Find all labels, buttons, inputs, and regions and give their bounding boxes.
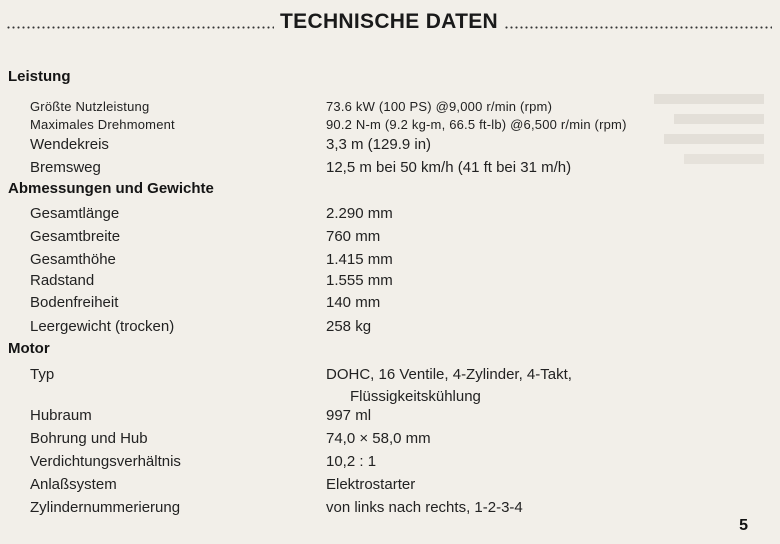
spec-label: Verdichtungsverhältnis xyxy=(30,452,181,470)
spec-value: 760 mm xyxy=(326,227,381,245)
section-heading-abmessungen: Abmessungen und Gewichte xyxy=(8,180,214,197)
spec-label: Anlaßsystem xyxy=(30,475,117,493)
spec-row xyxy=(30,474,770,494)
spec-value: 997 ml xyxy=(326,406,372,424)
spec-row xyxy=(30,157,770,177)
spec-value: 140 mm xyxy=(326,293,381,311)
spec-label: Größte Nutzleistung xyxy=(30,98,150,114)
spec-row xyxy=(30,405,770,425)
spec-label: Bremsweg xyxy=(30,158,101,176)
spec-row xyxy=(30,364,770,384)
spec-label: Typ xyxy=(30,365,55,383)
spec-label: Maximales Drehmoment xyxy=(30,116,175,132)
page-title: TECHNISCHE DATEN xyxy=(280,10,498,33)
spec-row xyxy=(30,203,770,223)
spec-label: Gesamthöhe xyxy=(30,250,116,268)
spec-value: DOHC, 16 Ventile, 4-Zylinder, 4-Takt, xyxy=(326,365,572,383)
title-dotted-rule-left xyxy=(6,26,274,29)
spec-value: 90.2 N-m (9.2 kg-m, 66.5 ft-lb) @6,500 r/min (rpm) xyxy=(326,116,627,132)
spec-value: 73.6 kW (100 PS) @9,000 r/min (rpm) xyxy=(326,98,553,114)
spec-value: 2.290 mm xyxy=(326,204,393,222)
spec-value: 1.555 mm xyxy=(326,271,393,289)
spec-label: Zylindernummerierung xyxy=(30,498,181,516)
spec-label: Bodenfreiheit xyxy=(30,293,119,311)
spec-label: Hubraum xyxy=(30,406,92,424)
spec-row xyxy=(30,451,770,471)
spec-row xyxy=(30,497,770,517)
spec-label: Wendekreis xyxy=(30,135,109,153)
title-row xyxy=(6,9,772,35)
spec-row xyxy=(30,249,770,269)
spec-row xyxy=(30,270,770,290)
spec-row-continuation xyxy=(30,386,770,406)
spec-value: 3,3 m (129.9 in) xyxy=(326,135,432,153)
spec-value: 1.415 mm xyxy=(326,250,393,268)
page-number: 5 xyxy=(739,517,748,534)
spec-row xyxy=(30,134,770,154)
spec-value: 258 kg xyxy=(326,317,372,335)
spec-label: Bohrung und Hub xyxy=(30,429,148,447)
spec-row xyxy=(30,428,770,448)
spec-row xyxy=(30,292,770,312)
spec-value: Elektrostarter xyxy=(326,475,416,493)
section-heading-leistung: Leistung xyxy=(8,68,71,85)
spec-row xyxy=(30,96,770,116)
spec-label: Leergewicht (trocken) xyxy=(30,317,175,335)
spec-row xyxy=(30,226,770,246)
spec-value: von links nach rechts, 1-2-3-4 xyxy=(326,498,523,516)
spec-label: Radstand xyxy=(30,271,95,289)
spec-row xyxy=(30,114,770,134)
spec-value-line2: Flüssigkeitskühlung xyxy=(350,387,481,405)
spec-value: 10,2 : 1 xyxy=(326,452,377,470)
spec-label: Gesamtbreite xyxy=(30,227,121,245)
title-dotted-rule-right xyxy=(504,26,772,29)
section-heading-motor: Motor xyxy=(8,340,50,357)
spec-row xyxy=(30,316,770,336)
spec-value: 74,0 × 58,0 mm xyxy=(326,429,431,447)
spec-value: 12,5 m bei 50 km/h (41 ft bei 31 m/h) xyxy=(326,158,572,176)
spec-label: Gesamtlänge xyxy=(30,204,120,222)
